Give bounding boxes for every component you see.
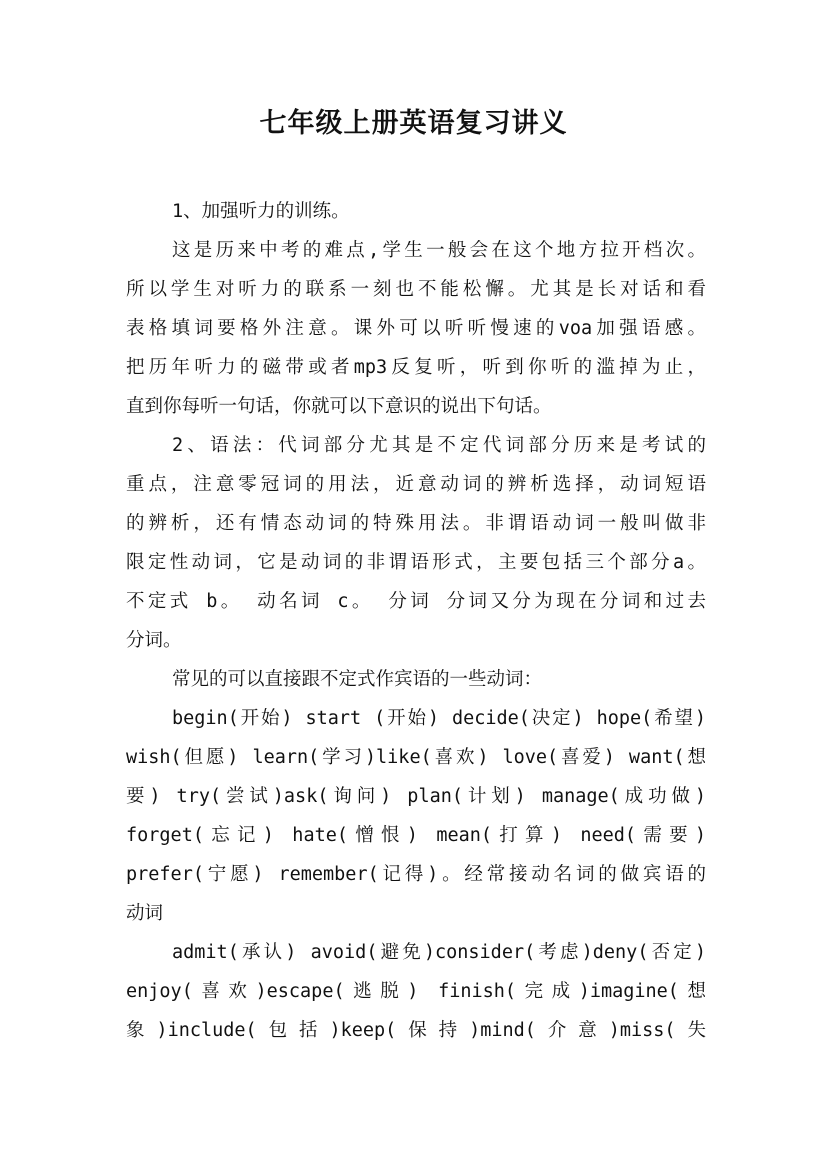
verb-list-line: enjoy(喜欢)escape(逃脱) finish(完成)imagine(想: [126, 981, 706, 1002]
paragraph-line: 直到你每听一句话，你就可以下意识的说出下句话。: [126, 396, 552, 417]
paragraph-line: 限定性动词，它是动词的非谓语形式，主要包括三个部分a。: [126, 552, 706, 573]
paragraph-line: 常见的可以直接跟不定式作宾语的一些动词：: [172, 669, 543, 690]
verb-list-line: forget(忘记) hate(憎恨) mean(打算) need(需要): [126, 825, 706, 846]
section-1-heading: 1、加强听力的训练。: [172, 201, 350, 222]
paragraph-line: 分词。: [126, 630, 182, 651]
paragraph-line: 重点，注意零冠词的用法，近意动词的辨析选择，动词短语: [126, 474, 706, 495]
verb-list-line: admit(承认) avoid(避免)consider(考虑)deny(否定): [172, 942, 706, 963]
paragraph-line: 把历年听力的磁带或者mp3反复听，听到你听的滥掉为止，: [126, 357, 706, 378]
paragraph-line: 的辨析，还有情态动词的特殊用法。非谓语动词一般叫做非: [126, 513, 706, 534]
paragraph-line: 所以学生对听力的联系一刻也不能松懈。尤其是长对话和看: [126, 279, 706, 300]
paragraph-line: 不定式 b。 动名词 c。 分词 分词又分为现在分词和过去: [126, 591, 706, 612]
verb-list-line: wish(但愿) learn(学习)like(喜欢) love(喜爱) want(想: [126, 747, 706, 768]
paragraph-line: 表格填词要格外注意。课外可以听听慢速的voa加强语感。: [126, 318, 706, 339]
paragraph-line: 这是历来中考的难点,学生一般会在这个地方拉开档次。: [172, 240, 706, 261]
verb-list-line: prefer(宁愿) remember(记得)。经常接动名词的做宾语的: [126, 864, 706, 885]
verb-list-line: 要) try(尝试)ask(询问) plan(计划) manage(成功做): [126, 786, 706, 807]
section-2-line: 2、语法：代词部分尤其是不定代词部分历来是考试的: [172, 435, 706, 456]
verb-list-line: 象)include(包括)keep(保持)mind(介意)miss(失: [126, 1020, 706, 1041]
paragraph-line: 动词: [126, 903, 164, 924]
page-title: 七年级上册英语复习讲义: [259, 108, 568, 139]
verb-list-line: begin(开始) start (开始) decide(决定) hope(希望): [172, 708, 706, 729]
